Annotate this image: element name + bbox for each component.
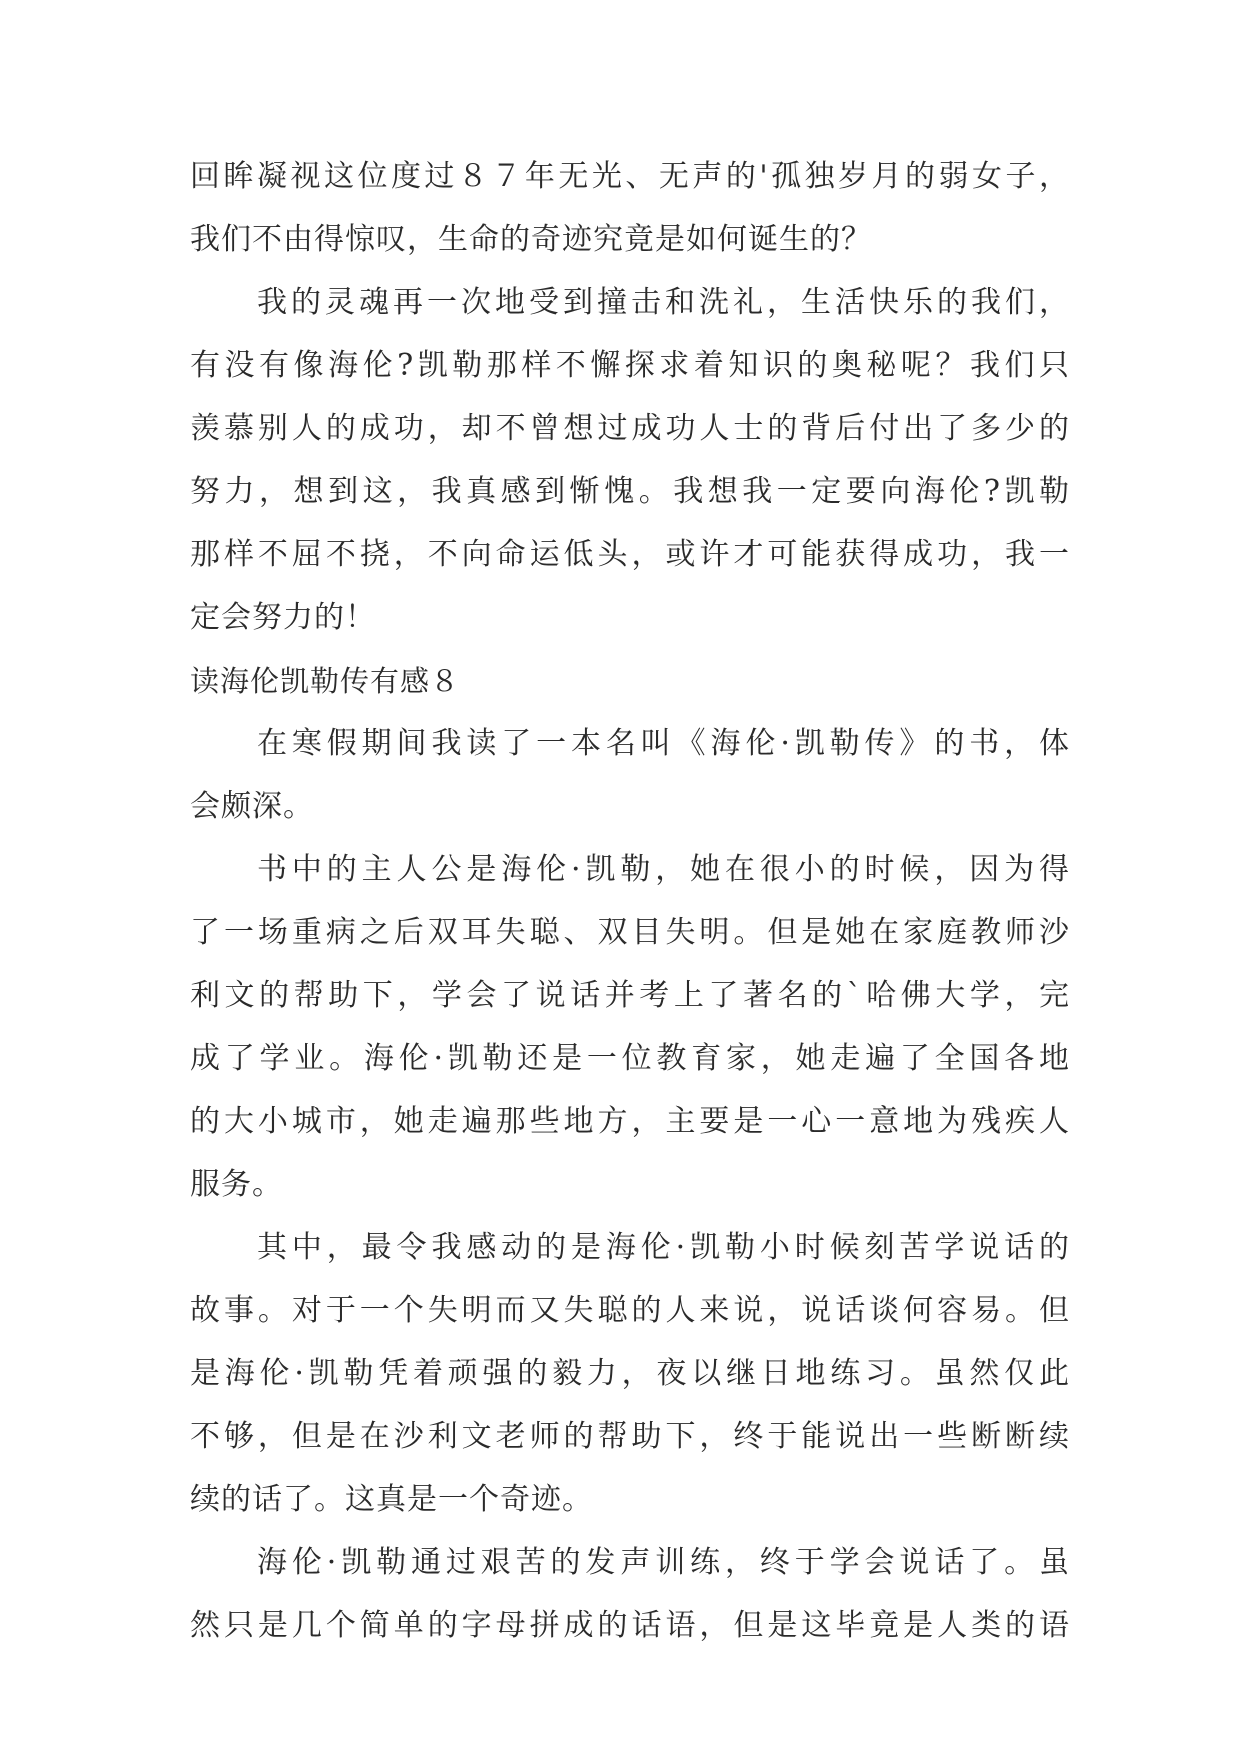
text-line: 故事。对于一个失明而又失聪的人来说，说话谈何容易。但 (190, 1293, 1070, 1328)
text-line: 了一场重病之后双耳失聪、双目失明。但是她在家庭教师沙 (190, 915, 1070, 950)
text-line: 是海伦·凯勒凭着顽强的毅力，夜以继日地练习。虽然仅此 (190, 1356, 1070, 1391)
text-line: 利文的帮助下，学会了说话并考上了著名的`哈佛大学，完 (190, 978, 1070, 1013)
text-line: 有没有像海伦?凯勒那样不懈探求着知识的奥秘呢？我们只 (190, 348, 1070, 383)
text-line: 会颇深。 (190, 789, 314, 824)
text-line: 成了学业。海伦·凯勒还是一位教育家，她走遍了全国各地 (190, 1041, 1070, 1076)
text-line: 羡慕别人的成功，却不曾想过成功人士的背后付出了多少的 (190, 411, 1070, 446)
text-line: 回眸凝视这位度过８７年无光、无声的'孤独岁月的弱女子， (190, 159, 1070, 194)
text-line: 服务。 (190, 1167, 283, 1202)
text-line: 的大小城市，她走遍那些地方，主要是一心一意地为残疾人 (190, 1104, 1070, 1139)
text-line: 然只是几个简单的字母拼成的话语，但是这毕竟是人类的语 (190, 1608, 1070, 1643)
paragraph-first-line: 海伦·凯勒通过艰苦的发声训练，终于学会说话了。虽 (257, 1545, 1070, 1580)
text-line: 我们不由得惊叹，生命的奇迹究竟是如何诞生的？ (190, 222, 872, 257)
paragraph-first-line: 在寒假期间我读了一本名叫《海伦·凯勒传》的书，体 (257, 726, 1070, 761)
paragraph-first-line: 我的灵魂再一次地受到撞击和洗礼，生活快乐的我们， (257, 285, 1070, 320)
text-line: 努力，想到这，我真感到惭愧。我想我一定要向海伦?凯勒 (190, 474, 1070, 509)
text-line: 不够，但是在沙利文老师的帮助下，终于能说出一些断断续 (190, 1419, 1070, 1454)
text-line: 定会努力的！ (190, 600, 376, 635)
paragraph-first-line: 书中的主人公是海伦·凯勒，她在很小的时候，因为得 (257, 852, 1070, 887)
section-heading: 读海伦凯勒传有感８ (190, 664, 461, 698)
paragraph-first-line: 其中，最令我感动的是海伦·凯勒小时候刻苦学说话的 (257, 1230, 1070, 1265)
text-line: 续的话了。这真是一个奇迹。 (190, 1482, 593, 1517)
text-line: 那样不屈不挠，不向命运低头，或许才可能获得成功，我一 (190, 537, 1070, 572)
